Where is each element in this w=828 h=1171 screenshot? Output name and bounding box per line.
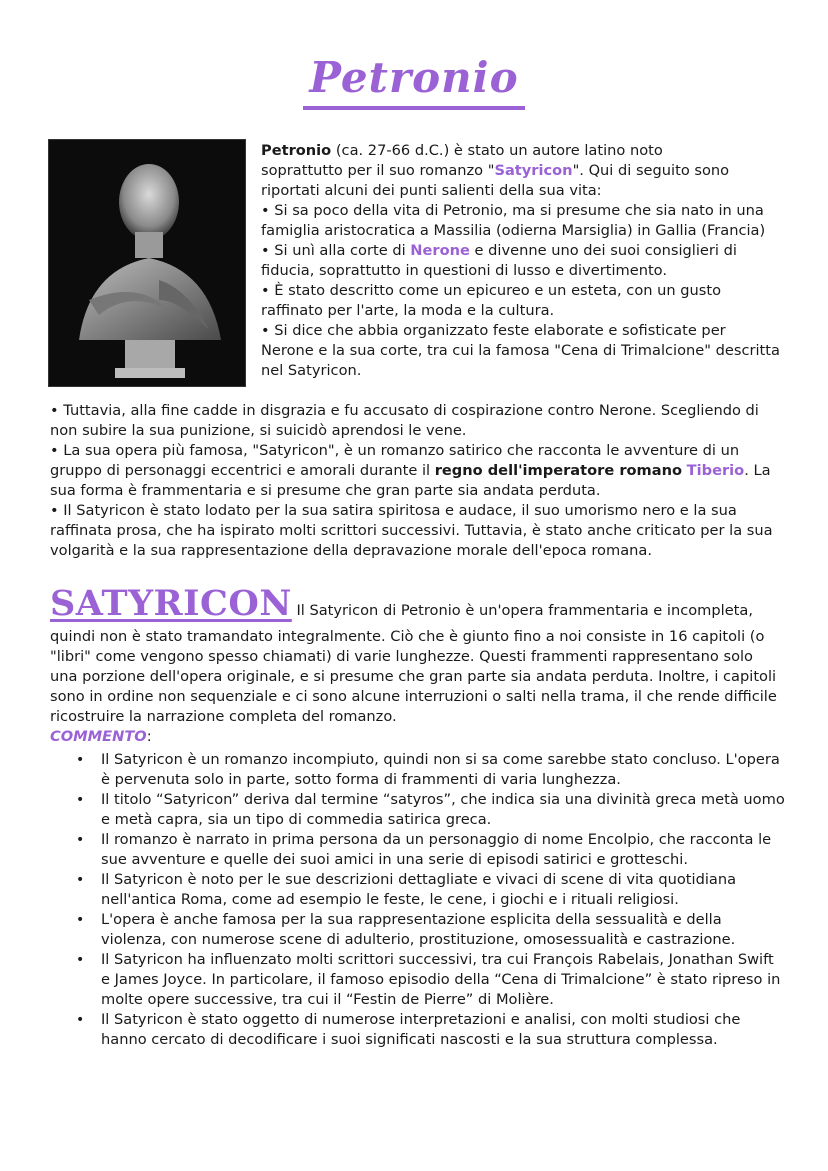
bullet-text: e divenne uno dei suoi consiglieri di fiducia, soprattutto in questioni di lusso e divertimento. — [261, 242, 737, 279]
intro-text: (ca. 27-66 d.C.) è stato un autore latino noto — [331, 142, 663, 159]
bullet-text: . La sua forma è frammentaria e si presume che gran parte sia andata perduta. — [50, 462, 771, 499]
life-continued — [50, 401, 780, 561]
bullet-icon: • — [76, 792, 85, 808]
commento-heading — [50, 727, 785, 747]
commento-colon: : — [146, 728, 152, 745]
commento-label: COMMENTO — [50, 728, 147, 745]
satyricon-highlight: Satyricon — [494, 162, 573, 179]
bullet-icon: • — [76, 872, 85, 888]
list-item — [50, 910, 785, 950]
life-bullet-2 — [261, 241, 781, 281]
bullet-text: • La sua opera più famosa, "Satyricon", è un romanzo satirico che racconta le avventure di un gruppo di personaggi eccentrici e amorali durante il — [50, 442, 740, 479]
bullet-icon: • — [76, 832, 85, 848]
bullet-icon: • — [76, 912, 85, 928]
intro-line-3: riportati alcuni dei punti salienti della sua vita: — [261, 182, 602, 199]
list-item-text: Il Satyricon è noto per le sue descrizioni dettagliate e vivaci di scene di vita quotidiana nell'antica Roma, come ad esempio le feste, le cene, i giochi e i rituali religiosi. — [101, 871, 737, 908]
list-item — [50, 790, 785, 830]
list-item — [50, 750, 785, 790]
satyricon-heading: SATYRICON — [50, 583, 292, 624]
satyricon-body — [50, 627, 785, 747]
satyricon-lead: Il Satyricon di Petronio è un'opera frammentaria e incompleta, — [291, 602, 753, 619]
bullet-icon: • — [76, 752, 85, 768]
list-item — [50, 830, 785, 870]
life-bullet-7: • Il Satyricon è stato lodato per la sua satira spiritosa e audace, il suo umorismo nero e la sua raffinata prosa, che ha ispirato molti scrittori successivi. Tuttavia, è stato anche criticato per la sua volgarità e la sua rappresentazione della depravazione morale dell'epoca romana. — [50, 502, 773, 559]
intro-line-2 — [261, 161, 781, 181]
list-item-text: Il Satyricon è un romanzo incompiuto, quindi non si sa come sarebbe stato concluso. L'opera è pervenuta solo in parte, sotto forma di frammenti di varia lunghezza. — [101, 751, 780, 788]
satyricon-heading-row — [50, 583, 784, 624]
bullet-text: • Si unì alla corte di — [261, 242, 411, 259]
tiberio-highlight: Tiberio — [686, 462, 745, 479]
intro-text: ". Qui di seguito sono — [572, 162, 730, 179]
intro-text: soprattutto per il suo romanzo " — [261, 162, 495, 179]
intro-paragraph — [261, 141, 781, 381]
author-name: Petronio — [261, 142, 332, 159]
list-item — [50, 1010, 785, 1050]
life-bullet-5: • Tuttavia, alla fine cadde in disgrazia e fu accusato di cospirazione contro Nerone. Scegliendo di non subire la sua punizione, si suicidò aprendosi le vene. — [50, 402, 759, 439]
life-bullet-3: • È stato descritto come un epicureo e un esteta, con un gusto raffinato per l'arte, la moda e la cultura. — [261, 282, 722, 319]
bullet-icon: • — [76, 952, 85, 968]
intro-line-1 — [261, 141, 781, 161]
title-wrapper — [0, 52, 828, 110]
list-item-text: Il Satyricon è stato oggetto di numerose interpretazioni e analisi, con molti studiosi che hanno cercato di decodificare i suoi significati nascosti e la sua struttura complessa. — [101, 1011, 741, 1048]
satyricon-paragraph: quindi non è stato tramandato integralmente. Ciò che è giunto fino a noi consiste in 16 capitoli (o "libri" come vengono spesso chiamati) di varie lunghezze. Questi frammenti rappresentano solo una porzione dell'opera originale, e si presume che gran parte sia andata perduta. Inoltre, i capitoli sono in ordine non sequenziale e ci sono alcune interruzioni o salti nella trama, il che rende difficile ricostruire la narrazione completa del romanzo. — [50, 628, 777, 725]
list-item — [50, 870, 785, 910]
life-bullet-4: • Si dice che abbia organizzato feste elaborate e sofisticate per Nerone e la sua corte, tra cui la famosa "Cena di Trimalcione" descritta nel Satyricon. — [261, 322, 780, 379]
regno-bold: regno dell'imperatore romano — [434, 462, 683, 479]
life-bullet-6 — [50, 441, 780, 501]
commento-list — [50, 750, 785, 1050]
list-item-text: Il romanzo è narrato in prima persona da un personaggio di nome Encolpio, che racconta le sue avventure e quelle dei suoi amici in una serie di episodi satirici e grotteschi. — [101, 831, 772, 868]
nerone-highlight: Nerone — [410, 242, 470, 259]
bust-illustration — [49, 140, 245, 386]
portrait-image — [48, 139, 246, 387]
bullet-icon: • — [76, 1012, 85, 1028]
list-item — [50, 950, 785, 1010]
list-item-text: L'opera è anche famosa per la sua rappresentazione esplicita della sessualità e della violenza, con numerose scene di adulterio, prostituzione, omosessualità e castrazione. — [101, 911, 736, 948]
list-item-text: Il titolo “Satyricon” deriva dal termine “satyros”, che indica sia una divinità greca metà uomo e metà capra, sia un tipo di commedia satirica greca. — [101, 791, 785, 828]
life-bullet-1: • Si sa poco della vita di Petronio, ma si presume che sia nato in una famiglia aristocratica a Massilia (odierna Marsiglia) in Gallia (Francia) — [261, 202, 766, 239]
list-item-text: Il Satyricon ha influenzato molti scrittori successivi, tra cui François Rabelais, Jonathan Swift e James Joyce. In particolare, il famoso episodio della “Cena di Trimalcione” è stato ripreso in molte opere successive, tra cui il “Festin de Pierre” di Molière. — [101, 951, 781, 1008]
page-title: Petronio — [303, 52, 524, 110]
